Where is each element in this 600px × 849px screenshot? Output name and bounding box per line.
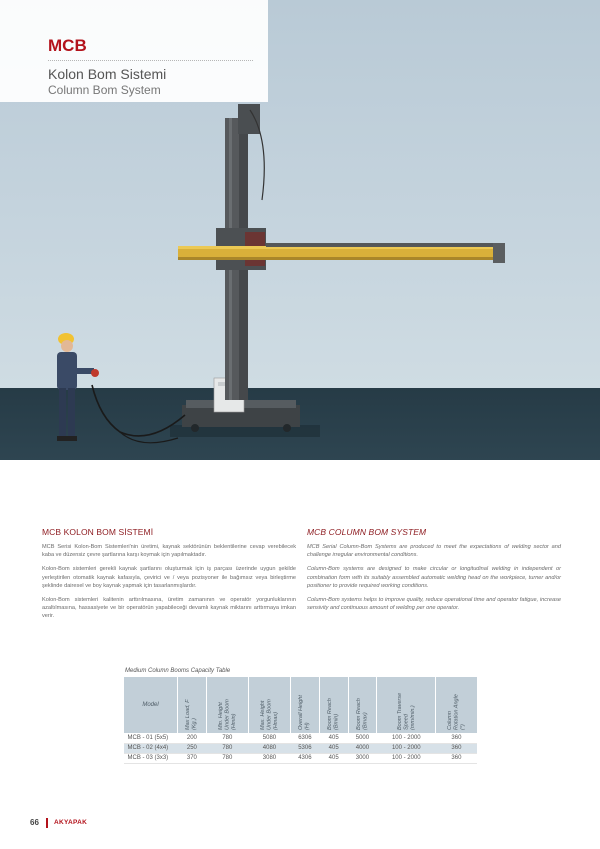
- table-cell: 5306: [291, 743, 320, 753]
- paragraph: Column-Bom systems are designed to make circular or longitudinal welding in independent or combination form with its suitably assembled automatic welding head on the workpiece, turner and/or positioner to provide required working conditions.: [307, 566, 561, 589]
- section-turkish: [42, 527, 296, 627]
- table-cell: 4080: [248, 743, 290, 753]
- column-header-max-height: Max. Height Under Boom (Hmax): [248, 677, 290, 733]
- table-cell: 360: [436, 753, 477, 763]
- column-header-model: Model: [124, 677, 178, 733]
- table-cell: 100 - 2000: [377, 733, 436, 743]
- table-cell: 405: [319, 743, 348, 753]
- paragraph: MCB Serisi Kolon-Bom Sistemleri'nin üretimi, kaynak sektörünün beklentilerine cevap verebilecek kaba ve düzensiz çevre şartlarına karşı koymak için yapılmaktadır.: [42, 544, 296, 559]
- table-cell: 780: [206, 733, 248, 743]
- table-cell: 6306: [291, 733, 320, 743]
- column-header-rotation-angle: Column Rotation Angle (°): [436, 677, 477, 733]
- paragraph: MCB Serial Column-Bom Systems are produced to meet the expectations of welding sector and challenge irregular environmental conditions.: [307, 544, 561, 559]
- table-cell: MCB - 01 (5x5): [124, 733, 178, 743]
- table-cell: 780: [206, 743, 248, 753]
- table-cell: MCB - 02 (4x4): [124, 743, 178, 753]
- page-number: 66: [30, 818, 39, 827]
- column-header-boom-reach-min: Boom Reach (Bmin): [319, 677, 348, 733]
- logo-text: AKYAPAK: [54, 819, 88, 826]
- table-cell: 3000: [348, 753, 377, 763]
- table-header-row: [124, 677, 478, 733]
- capacity-table: [123, 677, 477, 764]
- table-row: [124, 743, 478, 753]
- table-cell: 4306: [291, 753, 320, 763]
- title-divider: [48, 60, 253, 61]
- table-cell: 370: [178, 753, 207, 763]
- table-cell: 100 - 2000: [377, 743, 436, 753]
- column-header-boom-reach-max: Boom Reach (Bmax): [348, 677, 377, 733]
- column-header-traverse-speed: Boom Traverse Speed (mm/min.): [377, 677, 436, 733]
- section-heading-turkish: MCB KOLON BOM SİSTEMİ: [42, 527, 154, 537]
- title-english: Column Bom System: [48, 83, 161, 97]
- table-cell: 360: [436, 733, 477, 743]
- table-cell: 4000: [348, 743, 377, 753]
- table-cell: 405: [319, 753, 348, 763]
- logo-mark-icon: [46, 818, 48, 828]
- table-cell: 100 - 2000: [377, 753, 436, 763]
- akyapak-logo: [46, 818, 108, 828]
- section-heading-english: MCB COLUMN BOM SYSTEM: [307, 527, 427, 537]
- table-cell: 5000: [348, 733, 377, 743]
- paragraph: Column-Bom systems helps to improve quality, reduce operational time and operator fatigue, increase sensivity and continuous amount of welding per one operator.: [307, 597, 561, 612]
- table-cell: 5080: [248, 733, 290, 743]
- paragraph: Kolon-Bom sistemleri kalitenin arttırılmasına, üretim zamanının ve operatör yorgunluklarının azaltılmasına, hassasiyete ve bir operatörün yapabileceği devamlı kaynak miktarını arttırmaya imkan verir.: [42, 597, 296, 620]
- table-cell: 780: [206, 753, 248, 763]
- table-caption: Medium Column Booms Capacity Table: [125, 668, 231, 674]
- table-cell: 3080: [248, 753, 290, 763]
- title-box: [0, 0, 268, 102]
- paragraph: Kolon-Bom sistemleri gerekli kaynak şartlarını oluşturmak için iş parçası üzerinde uygun şekilde yerleştirilen otomatik kaynak kafasıyla, çevirici ve / veya pozisyoner ile bağımsız veya birleştirme şeklinde dairesel ve boy kaynak yapmak için tasarlanmışlardır.: [42, 566, 296, 589]
- column-header-min-height: Min. Height Under Boom (Hmin): [206, 677, 248, 733]
- table-row: [124, 733, 478, 743]
- table-cell: 405: [319, 733, 348, 743]
- table-cell: 250: [178, 743, 207, 753]
- table-row: [124, 753, 478, 763]
- title-turkish: Kolon Bom Sistemi: [48, 66, 167, 82]
- table-cell: 360: [436, 743, 477, 753]
- column-header-max-load: Max Load, F (Kg.): [178, 677, 207, 733]
- section-english: [307, 527, 561, 618]
- table-cell: 200: [178, 733, 207, 743]
- product-code: MCB: [48, 36, 87, 55]
- column-header-overall-height: Overall Height (H): [291, 677, 320, 733]
- table-cell: MCB - 03 (3x3): [124, 753, 178, 763]
